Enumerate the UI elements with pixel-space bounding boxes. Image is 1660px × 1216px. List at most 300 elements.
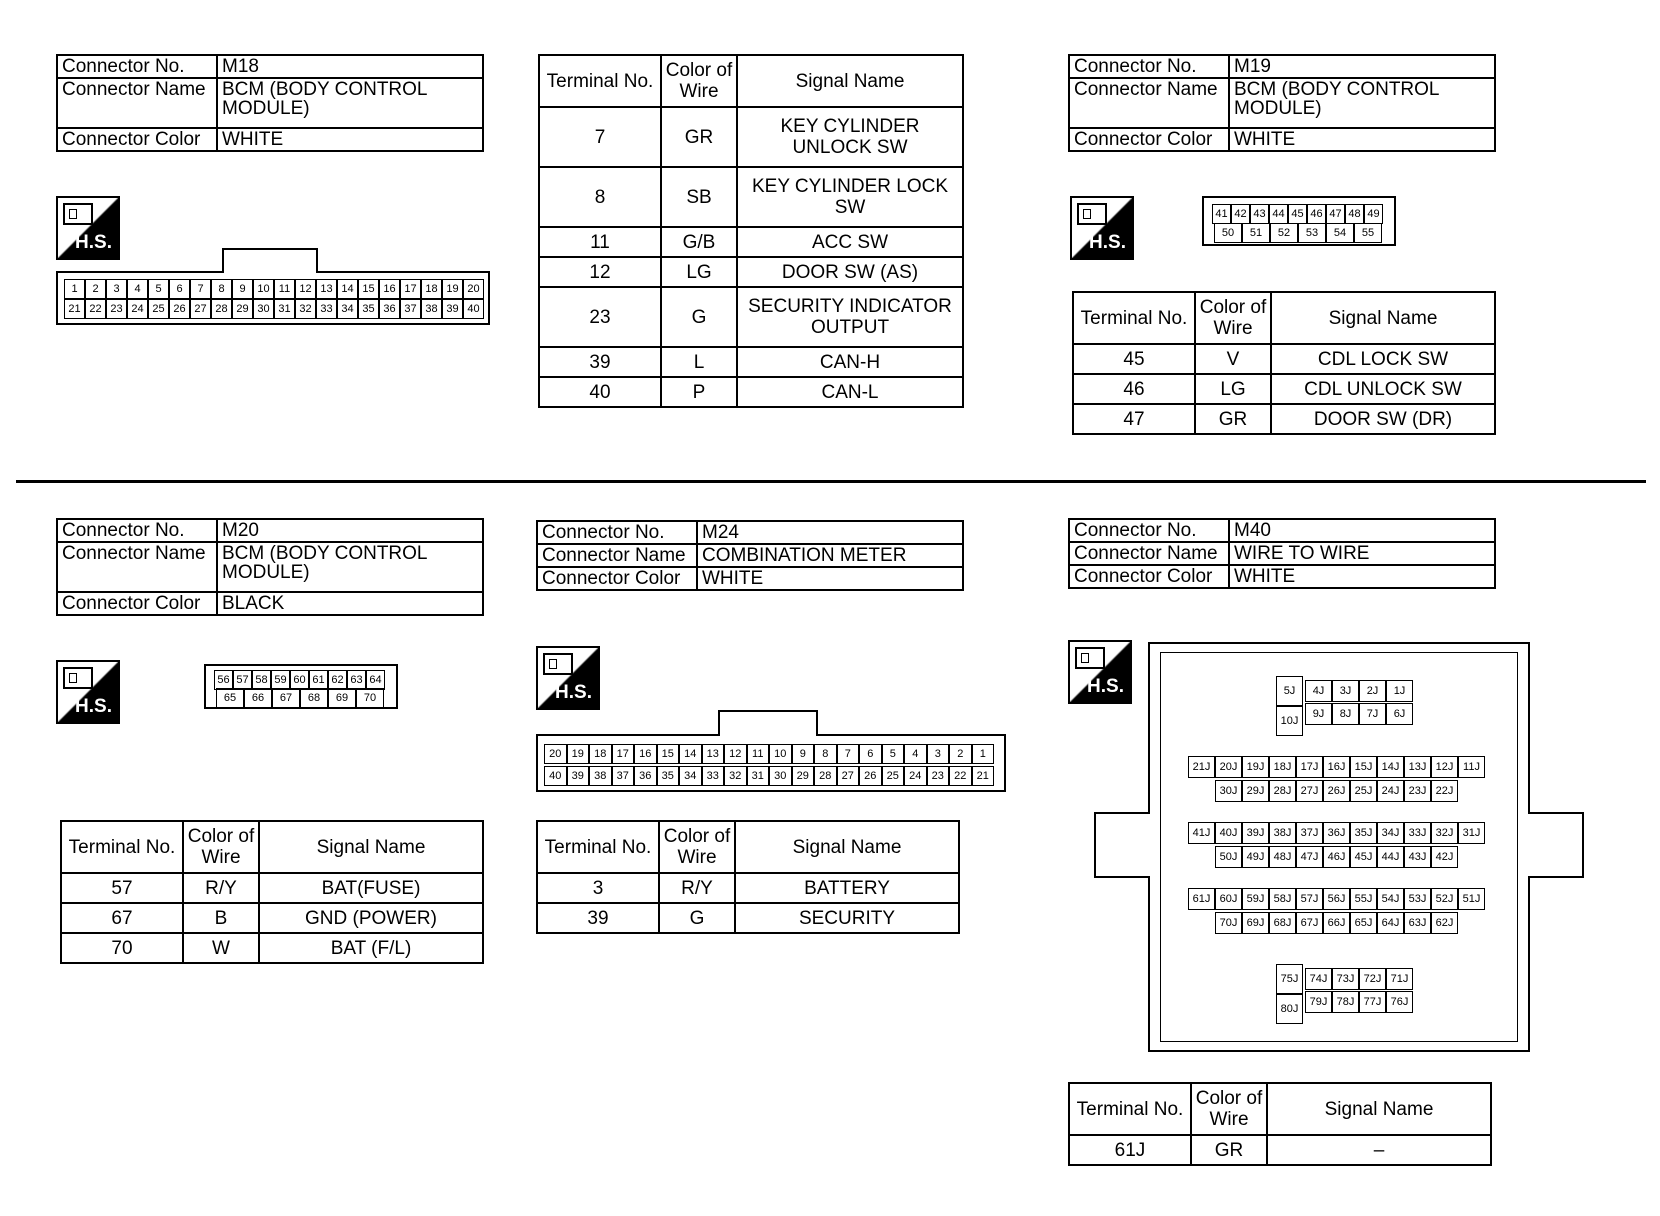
pin: 29 [232, 299, 253, 319]
m40-pins-row [1188, 888, 1485, 910]
terminal-no-cell: 39 [539, 347, 661, 377]
pin: 60J [1215, 888, 1242, 910]
header-terminal-no: Terminal No. [1073, 292, 1195, 344]
terminal-no-cell: 70 [61, 933, 183, 963]
pin: 50 [1214, 223, 1242, 243]
pin: 15J [1350, 756, 1377, 778]
pin: 16 [634, 744, 657, 764]
pin: 3 [927, 744, 950, 764]
pin: 44 [1269, 204, 1288, 224]
section-divider [16, 480, 1646, 483]
hs-icon [536, 646, 600, 710]
pin: 77J [1359, 991, 1386, 1013]
pin: 2 [949, 744, 972, 764]
hs-label: H.S. [555, 682, 592, 703]
pin: 30 [253, 299, 274, 319]
connector-icon [543, 653, 573, 675]
header-signal-name: Signal Name [259, 821, 483, 873]
header-terminal-no: Terminal No. [537, 821, 659, 873]
pin: 69J [1242, 912, 1269, 934]
label-connector-color: Connector Color [57, 128, 217, 151]
pin: 12 [295, 279, 316, 299]
pin: 6 [859, 744, 882, 764]
pin: 37 [400, 299, 421, 319]
pin: 25 [148, 299, 169, 319]
hs-icon [1068, 640, 1132, 704]
connector-icon [63, 203, 93, 225]
pin: 69 [328, 688, 356, 708]
pin: 17 [612, 744, 635, 764]
wire-color-cell: V [1195, 344, 1271, 374]
pin: 52J [1431, 888, 1458, 910]
m24-pins-top [544, 744, 994, 764]
header-signal-name: Signal Name [1267, 1083, 1491, 1135]
pin: 20 [463, 279, 484, 299]
pin: 53 [1298, 223, 1326, 243]
pin: 38J [1269, 822, 1296, 844]
pin: 22J [1431, 780, 1458, 802]
m24-name: COMBINATION METER [697, 544, 963, 567]
pin: 1 [64, 279, 85, 299]
header-color-of-wire: Color of Wire [659, 821, 735, 873]
pin: 3J [1332, 680, 1359, 702]
table-row [537, 873, 959, 903]
pin: 41J [1188, 822, 1215, 844]
pin: 24 [127, 299, 148, 319]
hs-label: H.S. [1089, 232, 1126, 253]
table-row [61, 933, 483, 963]
table-row [539, 377, 963, 407]
pin: 31J [1458, 822, 1485, 844]
pin: 34 [679, 766, 702, 786]
pin: 6 [169, 279, 190, 299]
pin: 66 [244, 688, 272, 708]
m18-pins-bottom [64, 299, 484, 319]
table-row [539, 257, 963, 287]
m40-info-table [1068, 518, 1496, 589]
pin: 68 [300, 688, 328, 708]
pin: 70J [1215, 912, 1242, 934]
wire-color-cell: L [661, 347, 737, 377]
wire-color-cell: W [183, 933, 259, 963]
pin: 17J [1296, 756, 1323, 778]
pin: 33J [1404, 822, 1431, 844]
pin: 54 [1326, 223, 1354, 243]
m40-name: WIRE TO WIRE [1229, 542, 1495, 565]
pin: 76J [1386, 991, 1413, 1013]
pin: 26 [169, 299, 190, 319]
pin: 18 [421, 279, 442, 299]
pin: 46 [1307, 204, 1326, 224]
label-connector-name: Connector Name [57, 78, 217, 128]
header-signal-name: Signal Name [737, 55, 963, 107]
pin: 9 [792, 744, 815, 764]
pin: 33 [702, 766, 725, 786]
header-color-of-wire: Color of Wire [1191, 1083, 1267, 1135]
pin: 4 [904, 744, 927, 764]
pin: 62 [328, 670, 347, 690]
m40-connector-left-tab [1094, 812, 1150, 878]
m40-pin-5j: 5J [1276, 676, 1303, 706]
terminal-no-cell: 46 [1073, 374, 1195, 404]
m24-color: WHITE [697, 567, 963, 590]
m19-name: BCM (BODY CONTROL MODULE) [1229, 78, 1495, 128]
pin: 71J [1386, 968, 1413, 990]
label-connector-no: Connector No. [57, 519, 217, 542]
table-row [539, 227, 963, 257]
m20-pins-top [214, 670, 385, 690]
connector-icon [1075, 647, 1105, 669]
pin: 19J [1242, 756, 1269, 778]
pin: 6J [1386, 703, 1413, 725]
m40-connector-right-tab [1528, 812, 1584, 878]
signal-name-cell: ACC SW [737, 227, 963, 257]
pin: 22 [949, 766, 972, 786]
pin: 9J [1305, 703, 1332, 725]
pin: 46J [1323, 846, 1350, 868]
terminal-no-cell: 39 [537, 903, 659, 933]
pin: 8 [814, 744, 837, 764]
pin: 20J [1215, 756, 1242, 778]
pin: 34 [337, 299, 358, 319]
pin: 73J [1332, 968, 1359, 990]
pin: 48 [1345, 204, 1364, 224]
pin: 74J [1305, 968, 1332, 990]
pin: 30 [769, 766, 792, 786]
m18-name: BCM (BODY CONTROL MODULE) [217, 78, 483, 128]
wire-color-cell: R/Y [659, 873, 735, 903]
m19-pins-bottom [1214, 223, 1382, 243]
pin: 36 [379, 299, 400, 319]
m18-terminal-table [538, 54, 964, 408]
pin: 9 [232, 279, 253, 299]
pin: 67J [1296, 912, 1323, 934]
pin: 10 [769, 744, 792, 764]
wire-color-cell: P [661, 377, 737, 407]
m19-no: M19 [1229, 55, 1495, 78]
header-color-of-wire: Color of Wire [661, 55, 737, 107]
connector-icon [1077, 203, 1107, 225]
pin: 63J [1404, 912, 1431, 934]
pin: 51J [1458, 888, 1485, 910]
wire-color-cell: GR [1195, 404, 1271, 434]
pin: 16 [379, 279, 400, 299]
m40-pin-10j: 10J [1276, 706, 1303, 736]
pin: 43 [1250, 204, 1269, 224]
pin: 16J [1323, 756, 1350, 778]
pin: 48J [1269, 846, 1296, 868]
pin: 60 [290, 670, 309, 690]
pin: 11J [1458, 756, 1485, 778]
wire-color-cell: GR [661, 107, 737, 167]
pin: 40 [544, 766, 567, 786]
pin: 26 [859, 766, 882, 786]
pin: 37 [612, 766, 635, 786]
signal-name-cell: SECURITY [735, 903, 959, 933]
m24-no: M24 [697, 521, 963, 544]
hs-label: H.S. [75, 232, 112, 253]
pin: 2J [1359, 680, 1386, 702]
m18-connector-lock [222, 248, 318, 273]
signal-name-cell: CAN-H [737, 347, 963, 377]
label-connector-color: Connector Color [1069, 565, 1229, 588]
header-terminal-no: Terminal No. [61, 821, 183, 873]
pin: 4 [127, 279, 148, 299]
table-row [539, 347, 963, 377]
signal-name-cell: BATTERY [735, 873, 959, 903]
pin: 28J [1269, 780, 1296, 802]
pin: 49 [1364, 204, 1383, 224]
pin: 15 [657, 744, 680, 764]
pin: 27 [837, 766, 860, 786]
header-color-of-wire: Color of Wire [1195, 292, 1271, 344]
label-connector-no: Connector No. [1069, 55, 1229, 78]
pin: 61 [309, 670, 328, 690]
pin: 55J [1350, 888, 1377, 910]
pin: 13J [1404, 756, 1431, 778]
pin: 2 [85, 279, 106, 299]
pin: 20 [544, 744, 567, 764]
pin: 11 [747, 744, 770, 764]
table-row [1073, 404, 1495, 434]
pin: 59J [1242, 888, 1269, 910]
hs-icon [1070, 196, 1134, 260]
pin: 25 [882, 766, 905, 786]
pin: 25J [1350, 780, 1377, 802]
hs-icon [56, 196, 120, 260]
pin: 66J [1323, 912, 1350, 934]
m18-info-table [56, 54, 484, 152]
header-terminal-no: Terminal No. [1069, 1083, 1191, 1135]
label-connector-name: Connector Name [1069, 542, 1229, 565]
m24-terminal-table [536, 820, 960, 934]
label-connector-name: Connector Name [537, 544, 697, 567]
pin: 3 [106, 279, 127, 299]
pin: 72J [1359, 968, 1386, 990]
pin: 21J [1188, 756, 1215, 778]
pin: 42J [1431, 846, 1458, 868]
pin: 44J [1377, 846, 1404, 868]
m18-pins-top [64, 279, 484, 299]
terminal-no-cell: 3 [537, 873, 659, 903]
pin: 7 [837, 744, 860, 764]
pin: 14J [1377, 756, 1404, 778]
header-signal-name: Signal Name [735, 821, 959, 873]
table-row [539, 167, 963, 227]
pin: 14 [337, 279, 358, 299]
pin: 21 [64, 299, 85, 319]
signal-name-cell: KEY CYLINDER LOCK SW [737, 167, 963, 227]
pin: 56J [1323, 888, 1350, 910]
pin: 12 [724, 744, 747, 764]
header-terminal-no: Terminal No. [539, 55, 661, 107]
pin: 64J [1377, 912, 1404, 934]
table-row [539, 287, 963, 347]
pin: 35 [358, 299, 379, 319]
pin: 24 [904, 766, 927, 786]
pin: 4J [1305, 680, 1332, 702]
wire-color-cell: SB [661, 167, 737, 227]
m19-color: WHITE [1229, 128, 1495, 151]
pin: 42 [1231, 204, 1250, 224]
terminal-no-cell: 11 [539, 227, 661, 257]
pin: 13 [702, 744, 725, 764]
m40-pin-75j: 75J [1276, 964, 1303, 994]
label-connector-no: Connector No. [57, 55, 217, 78]
pin: 34J [1377, 822, 1404, 844]
pin: 21 [972, 766, 995, 786]
pin: 65 [216, 688, 244, 708]
signal-name-cell: – [1267, 1135, 1491, 1165]
pin: 78J [1332, 991, 1359, 1013]
pin: 47J [1296, 846, 1323, 868]
m20-pins-bottom [216, 688, 384, 708]
wire-color-cell: G [659, 903, 735, 933]
pin: 28 [814, 766, 837, 786]
terminal-no-cell: 23 [539, 287, 661, 347]
wire-color-cell: G [661, 287, 737, 347]
terminal-no-cell: 40 [539, 377, 661, 407]
pin: 13 [316, 279, 337, 299]
pin: 1J [1386, 680, 1413, 702]
m40-terminal-table [1068, 1082, 1492, 1166]
m24-info-table [536, 520, 964, 591]
wire-color-cell: LG [1195, 374, 1271, 404]
pin: 32 [724, 766, 747, 786]
signal-name-cell: DOOR SW (DR) [1271, 404, 1495, 434]
pin: 30J [1215, 780, 1242, 802]
table-row [1073, 344, 1495, 374]
m19-info-table [1068, 54, 1496, 152]
pin: 31 [747, 766, 770, 786]
pin: 68J [1269, 912, 1296, 934]
hs-icon [56, 660, 120, 724]
pin: 12J [1431, 756, 1458, 778]
pin: 5 [882, 744, 905, 764]
pin: 10 [253, 279, 274, 299]
m20-info-table [56, 518, 484, 616]
pin: 22 [85, 299, 106, 319]
pin: 11 [274, 279, 295, 299]
pin: 39J [1242, 822, 1269, 844]
signal-name-cell: CDL UNLOCK SW [1271, 374, 1495, 404]
m18-no: M18 [217, 55, 483, 78]
terminal-no-cell: 7 [539, 107, 661, 167]
signal-name-cell: GND (POWER) [259, 903, 483, 933]
pin: 43J [1404, 846, 1431, 868]
m40-pins-row [1215, 912, 1458, 934]
pin: 8J [1332, 703, 1359, 725]
m40-pin-80j: 80J [1276, 994, 1303, 1024]
pin: 36 [634, 766, 657, 786]
pin: 53J [1404, 888, 1431, 910]
pin: 65J [1350, 912, 1377, 934]
pin: 70 [356, 688, 384, 708]
m20-terminal-table [60, 820, 484, 964]
pin: 32J [1431, 822, 1458, 844]
pin: 37J [1296, 822, 1323, 844]
hs-label: H.S. [1087, 676, 1124, 697]
pin: 29J [1242, 780, 1269, 802]
pin: 57 [233, 670, 252, 690]
pin: 64 [366, 670, 385, 690]
m40-pins-row [1305, 968, 1413, 990]
pin: 45 [1288, 204, 1307, 224]
pin: 18 [589, 744, 612, 764]
pin: 40 [463, 299, 484, 319]
table-row [61, 903, 483, 933]
pin: 35 [657, 766, 680, 786]
hs-label: H.S. [75, 696, 112, 717]
connector-icon [63, 667, 93, 689]
table-row [1069, 1135, 1491, 1165]
label-connector-color: Connector Color [1069, 128, 1229, 151]
m40-pins-row [1305, 703, 1413, 725]
pin: 50J [1215, 846, 1242, 868]
pin: 36J [1323, 822, 1350, 844]
pin: 28 [211, 299, 232, 319]
label-connector-color: Connector Color [57, 592, 217, 615]
pin: 35J [1350, 822, 1377, 844]
pin: 17 [400, 279, 421, 299]
pin: 57J [1296, 888, 1323, 910]
m40-color: WHITE [1229, 565, 1495, 588]
m20-no: M20 [217, 519, 483, 542]
table-row [1073, 374, 1495, 404]
pin: 54J [1377, 888, 1404, 910]
pin: 19 [567, 744, 590, 764]
pin: 58J [1269, 888, 1296, 910]
m20-name: BCM (BODY CONTROL MODULE) [217, 542, 483, 592]
table-row [61, 873, 483, 903]
terminal-no-cell: 12 [539, 257, 661, 287]
pin: 27 [190, 299, 211, 319]
terminal-no-cell: 57 [61, 873, 183, 903]
pin: 38 [589, 766, 612, 786]
m40-pins-row [1305, 680, 1413, 702]
label-connector-color: Connector Color [537, 567, 697, 590]
signal-name-cell: SECURITY INDICATOR OUTPUT [737, 287, 963, 347]
signal-name-cell: BAT (F/L) [259, 933, 483, 963]
pin: 19 [442, 279, 463, 299]
pin: 23 [106, 299, 127, 319]
pin: 38 [421, 299, 442, 319]
pin: 49J [1242, 846, 1269, 868]
m40-pins-row [1188, 822, 1485, 844]
pin: 41 [1212, 204, 1231, 224]
pin: 26J [1323, 780, 1350, 802]
label-connector-name: Connector Name [57, 542, 217, 592]
table-row [537, 903, 959, 933]
pin: 40J [1215, 822, 1242, 844]
pin: 39 [567, 766, 590, 786]
label-connector-no: Connector No. [1069, 519, 1229, 542]
pin: 7J [1359, 703, 1386, 725]
table-row [539, 107, 963, 167]
pin: 45J [1350, 846, 1377, 868]
m19-terminal-table [1072, 291, 1496, 435]
pin: 27J [1296, 780, 1323, 802]
m24-pins-bottom [544, 766, 994, 786]
m18-color: WHITE [217, 128, 483, 151]
pin: 61J [1188, 888, 1215, 910]
pin: 67 [272, 688, 300, 708]
pin: 8 [211, 279, 232, 299]
pin: 18J [1269, 756, 1296, 778]
m20-color: BLACK [217, 592, 483, 615]
m40-pins-row [1215, 780, 1458, 802]
m40-pins-row [1188, 756, 1485, 778]
